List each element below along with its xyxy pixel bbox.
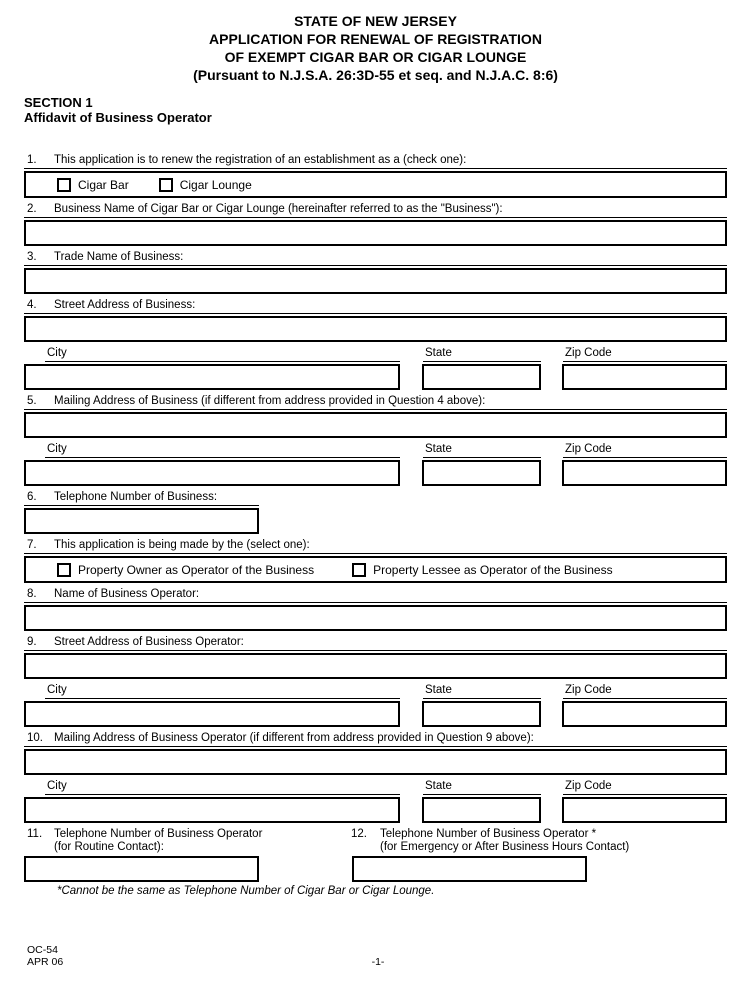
- property-lessee-label: Property Lessee as Operator of the Business: [373, 562, 613, 577]
- business-zip-input[interactable]: [562, 364, 727, 390]
- city-label: City: [45, 684, 400, 699]
- business-mailing-zip-input[interactable]: [562, 460, 727, 486]
- zip-code-label: Zip Code: [563, 780, 727, 795]
- question-11: [24, 828, 348, 882]
- operator-street-address-input[interactable]: [24, 653, 727, 679]
- question-7-options-box: [24, 556, 727, 583]
- question-5: [24, 395, 727, 438]
- question-5-label: Mailing Address of Business (if different from address provided in Question 4 above):: [54, 395, 486, 407]
- question-2-label: Business Name of Cigar Bar or Cigar Lounge (hereinafter referred to as the "Business"):: [54, 203, 503, 215]
- question-12-label-line-2: (for Emergency or After Business Hours Contact): [380, 840, 630, 853]
- question-12: [348, 828, 727, 882]
- question-3-label: Trade Name of Business:: [54, 251, 184, 263]
- zip-code-label: Zip Code: [563, 347, 727, 362]
- question-3-label-row: [24, 251, 727, 266]
- question-8: [24, 588, 727, 631]
- business-phone-input[interactable]: [24, 508, 259, 534]
- state-label: State: [423, 443, 541, 458]
- business-street-address-input[interactable]: [24, 316, 727, 342]
- operator-phone-emergency-input[interactable]: [352, 856, 587, 882]
- form-title-line-1: STATE OF NEW JERSEY: [294, 13, 457, 29]
- business-mailing-city-state-zip-row: [24, 443, 727, 486]
- question-7-label-row: [24, 539, 727, 554]
- question-3: [24, 251, 727, 294]
- operator-name-input[interactable]: [24, 605, 727, 631]
- operator-mailing-city-state-zip-row: [24, 780, 727, 823]
- operator-mailing-state-field: [422, 780, 541, 823]
- operator-mailing-city-field: [24, 780, 400, 823]
- question-11-label-line-1: Telephone Number of Business Operator: [54, 828, 263, 840]
- question-8-label: Name of Business Operator:: [54, 588, 200, 600]
- business-city-field: [24, 347, 400, 390]
- business-city-state-zip-row: [24, 347, 727, 390]
- operator-phone-routine-input[interactable]: [24, 856, 259, 882]
- cigar-lounge-checkbox[interactable]: [159, 178, 173, 192]
- question-10-label-row: [24, 732, 727, 747]
- section-subtitle: Affidavit of Business Operator: [24, 110, 212, 125]
- business-mailing-state-input[interactable]: [422, 460, 541, 486]
- operator-mailing-zip-field: [562, 780, 727, 823]
- question-11-number: 11.: [27, 828, 43, 840]
- cigar-bar-option: [57, 178, 129, 192]
- form-date: APR 06: [27, 956, 64, 968]
- question-1-label-row: [24, 154, 727, 169]
- question-12-label-line-1: Telephone Number of Business Operator *: [380, 828, 597, 840]
- question-1-options-box: [24, 171, 727, 198]
- cigar-lounge-label: Cigar Lounge: [179, 177, 252, 192]
- operator-state-input[interactable]: [422, 701, 541, 727]
- question-8-number: 8.: [27, 588, 37, 600]
- business-mailing-address-input[interactable]: [24, 412, 727, 438]
- operator-zip-input[interactable]: [562, 701, 727, 727]
- business-mailing-city-input[interactable]: [24, 460, 400, 486]
- question-6-number: 6.: [27, 491, 37, 503]
- operator-phones-row: [24, 828, 727, 882]
- state-label: State: [423, 347, 541, 362]
- question-6-label: Telephone Number of Business:: [54, 491, 218, 503]
- form-title-line-4: (Pursuant to N.J.S.A. 26:3D-55 et seq. and N.J.A.C. 8:6): [193, 67, 558, 83]
- property-lessee-option: [352, 563, 612, 577]
- question-2: [24, 203, 727, 246]
- phone-footnote: *Cannot be the same as Telephone Number of Cigar Bar or Cigar Lounge.: [57, 885, 435, 897]
- business-state-field: [422, 347, 541, 390]
- business-name-input[interactable]: [24, 220, 727, 246]
- question-10-label: Mailing Address of Business Operator (if different from address provided in Question 9 above):: [54, 732, 534, 744]
- zip-code-label: Zip Code: [563, 684, 727, 699]
- question-9-label: Street Address of Business Operator:: [54, 636, 244, 648]
- business-zip-field: [562, 347, 727, 390]
- question-5-number: 5.: [27, 395, 37, 407]
- city-label: City: [45, 780, 400, 795]
- question-10-number: 10.: [27, 732, 43, 744]
- page-number: -1-: [371, 956, 385, 968]
- operator-city-field: [24, 684, 400, 727]
- operator-mailing-zip-input[interactable]: [562, 797, 727, 823]
- question-3-number: 3.: [27, 251, 37, 263]
- operator-city-input[interactable]: [24, 701, 400, 727]
- question-12-number: 12.: [351, 828, 367, 840]
- question-5-label-row: [24, 395, 727, 410]
- question-2-number: 2.: [27, 203, 37, 215]
- section-number: SECTION 1: [24, 95, 93, 110]
- property-owner-label: Property Owner as Operator of the Business: [78, 562, 315, 577]
- state-label: State: [423, 780, 541, 795]
- form-title-line-3: OF EXEMPT CIGAR BAR OR CIGAR LOUNGE: [224, 49, 527, 65]
- question-4-number: 4.: [27, 299, 37, 311]
- cigar-bar-checkbox[interactable]: [57, 178, 71, 192]
- question-12-label-row: [348, 828, 727, 853]
- question-1-number: 1.: [27, 154, 37, 166]
- cigar-lounge-option: [159, 178, 252, 192]
- business-city-input[interactable]: [24, 364, 400, 390]
- operator-city-state-zip-row: [24, 684, 727, 727]
- question-7: [24, 539, 727, 583]
- city-label: City: [45, 347, 400, 362]
- property-owner-checkbox[interactable]: [57, 563, 71, 577]
- business-mailing-zip-field: [562, 443, 727, 486]
- business-state-input[interactable]: [422, 364, 541, 390]
- section-header: [24, 95, 727, 125]
- question-2-label-row: [24, 203, 727, 218]
- trade-name-input[interactable]: [24, 268, 727, 294]
- city-label: City: [45, 443, 400, 458]
- cigar-bar-label: Cigar Bar: [78, 177, 129, 192]
- operator-mailing-city-input[interactable]: [24, 797, 400, 823]
- question-7-label: This application is being made by the (select one):: [54, 539, 310, 551]
- form-title: [24, 12, 727, 84]
- question-4: [24, 299, 727, 342]
- form-code: OC-54: [27, 944, 58, 956]
- form-title-line-2: APPLICATION FOR RENEWAL OF REGISTRATION: [209, 31, 542, 47]
- question-6-label-row: [24, 491, 259, 506]
- question-8-label-row: [24, 588, 727, 603]
- question-9: [24, 636, 727, 679]
- business-mailing-state-field: [422, 443, 541, 486]
- property-owner-option: [57, 563, 314, 577]
- business-mailing-city-field: [24, 443, 400, 486]
- question-1-label: This application is to renew the registration of an establishment as a (check one):: [54, 154, 467, 166]
- question-11-label-line-2: (for Routine Contact):: [54, 840, 164, 853]
- question-9-number: 9.: [27, 636, 37, 648]
- operator-mailing-address-input[interactable]: [24, 749, 727, 775]
- operator-state-field: [422, 684, 541, 727]
- question-6: [24, 491, 727, 534]
- operator-mailing-state-input[interactable]: [422, 797, 541, 823]
- property-lessee-checkbox[interactable]: [352, 563, 366, 577]
- question-9-label-row: [24, 636, 727, 651]
- question-7-number: 7.: [27, 539, 37, 551]
- question-1: [24, 154, 727, 198]
- question-4-label-row: [24, 299, 727, 314]
- state-label: State: [423, 684, 541, 699]
- operator-zip-field: [562, 684, 727, 727]
- question-10: [24, 732, 727, 775]
- zip-code-label: Zip Code: [563, 443, 727, 458]
- question-11-label-row: [24, 828, 348, 853]
- question-4-label: Street Address of Business:: [54, 299, 196, 311]
